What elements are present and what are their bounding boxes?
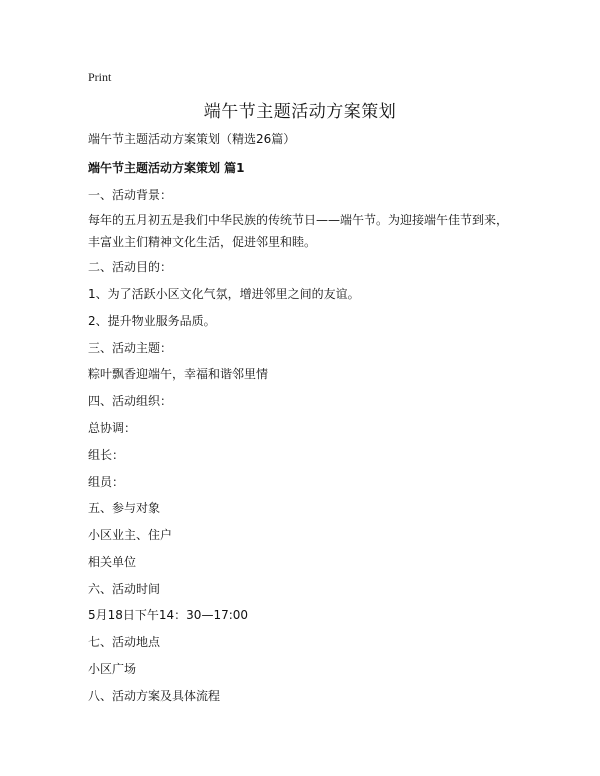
- paragraph-plan-heading: 八、活动方案及具体流程: [88, 689, 221, 703]
- paragraph-location-heading: 七、活动地点: [88, 635, 161, 649]
- paragraph-background-text: 每年的五月初五是我们中华民族的传统节日——端午节。为迎接端午佳节到来，丰富业主们精神文化生活，促进邻里和睦。: [88, 213, 509, 249]
- paragraph-location-text: 小区广场: [88, 662, 137, 676]
- paragraph-theme-heading: 三、活动主题：: [88, 341, 173, 355]
- paragraph-participants-residents: 小区业主、住户: [88, 528, 173, 542]
- paragraph-group-members: 组员：: [88, 475, 125, 489]
- print-label: Print: [88, 70, 112, 84]
- paragraph-organization-heading: 四、活动组织：: [88, 394, 173, 408]
- paragraph-participants-heading: 五、参与对象: [88, 501, 161, 515]
- document-subtitle: 端午节主题活动方案策划（精选26篇）: [88, 132, 296, 146]
- paragraph-theme-text: 粽叶飘香迎端午，幸福和谐邻里情: [88, 367, 269, 381]
- paragraph-time-heading: 六、活动时间: [88, 582, 161, 596]
- paragraph-background-heading: 一、活动背景：: [88, 188, 173, 202]
- paragraph-purpose-item-1: 1、为了活跃小区文化气氛，增进邻里之间的友谊。: [88, 287, 360, 301]
- paragraph-participants-units: 相关单位: [88, 555, 137, 569]
- paragraph-purpose-heading: 二、活动目的：: [88, 260, 173, 274]
- section-heading: 端午节主题活动方案策划 篇1: [88, 161, 245, 175]
- paragraph-time-text: 5月18日下午14：30—17:00: [88, 608, 249, 622]
- paragraph-group-leader: 组长：: [88, 448, 125, 462]
- paragraph-coordinator: 总协调：: [88, 421, 137, 435]
- paragraph-purpose-item-2: 2、提升物业服务品质。: [88, 314, 216, 328]
- document-title: 端午节主题活动方案策划: [203, 102, 397, 122]
